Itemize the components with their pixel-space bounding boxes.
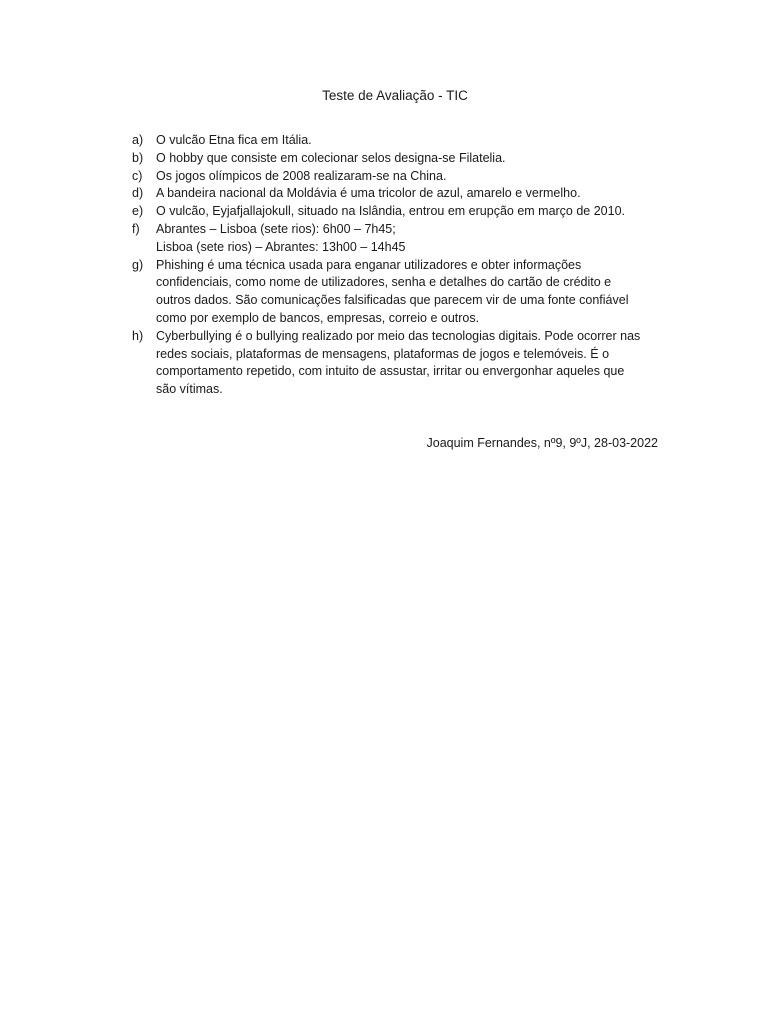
list-item-marker: e) bbox=[132, 204, 144, 219]
list-item-text: O hobby que consiste em colecionar selos designa-se Filatelia. bbox=[156, 150, 506, 165]
list-item-text: Phishing é uma técnica usada para enganar utilizadores e obter informações bbox=[156, 257, 582, 272]
signature-line: Joaquim Fernandes, nº9, 9ºJ, 28-03-2022 bbox=[426, 436, 658, 450]
list-item-text: O vulcão, Eyjafjallajokull, situado na Islândia, entrou em erupção em março de 2010. bbox=[156, 204, 626, 219]
list-item-text: são vítimas. bbox=[156, 382, 223, 397]
list-item-marker: f) bbox=[132, 221, 140, 236]
list-item-text: comportamento repetido, com intuito de assustar, irritar ou envergonhar aqueles que bbox=[156, 364, 625, 379]
list-item-marker: h) bbox=[132, 328, 144, 343]
list-item bbox=[132, 257, 672, 328]
list-item-marker: g) bbox=[132, 257, 144, 272]
list-item-text: Os jogos olímpicos de 2008 realizaram-se na China. bbox=[156, 168, 447, 183]
list-item-text: Cyberbullying é o bullying realizado por meio das tecnologias digitais. Pode ocorrer nas bbox=[156, 328, 641, 343]
list-item bbox=[132, 328, 672, 399]
list-item bbox=[132, 221, 672, 257]
list-item-text: redes sociais, plataformas de mensagens, plataformas de jogos e telemóveis. É o bbox=[156, 346, 610, 361]
list-item-text: Lisboa (sete rios) – Abrantes: 13h00 – 14h45 bbox=[156, 239, 406, 254]
list-item bbox=[132, 132, 672, 150]
list-item-marker: a) bbox=[132, 133, 144, 147]
list-item bbox=[132, 168, 672, 186]
list-item-text: Abrantes – Lisboa (sete rios): 6h00 – 7h45; bbox=[156, 221, 396, 236]
list-item-text: confidenciais, como nome de utilizadores, senha e detalhes do cartão de crédito e bbox=[156, 275, 612, 290]
list-item-text: como por exemplo de bancos, empresas, correio e outros. bbox=[156, 310, 480, 325]
list-item bbox=[132, 185, 672, 203]
document-title: Teste de Avaliação - TIC bbox=[322, 88, 468, 103]
list-item-marker: b) bbox=[132, 150, 144, 165]
list-item-text: outros dados. São comunicações falsificadas que parecem vir de uma fonte confiável bbox=[156, 293, 629, 308]
list-item bbox=[132, 150, 672, 168]
list-item-text: A bandeira nacional da Moldávia é uma tricolor de azul, amarelo e vermelho. bbox=[156, 186, 581, 201]
list-item bbox=[132, 203, 672, 221]
list-item-marker: c) bbox=[132, 168, 143, 183]
answer-list bbox=[132, 132, 672, 399]
list-item-text: O vulcão Etna fica em Itália. bbox=[156, 133, 312, 147]
list-item-marker: d) bbox=[132, 186, 144, 201]
